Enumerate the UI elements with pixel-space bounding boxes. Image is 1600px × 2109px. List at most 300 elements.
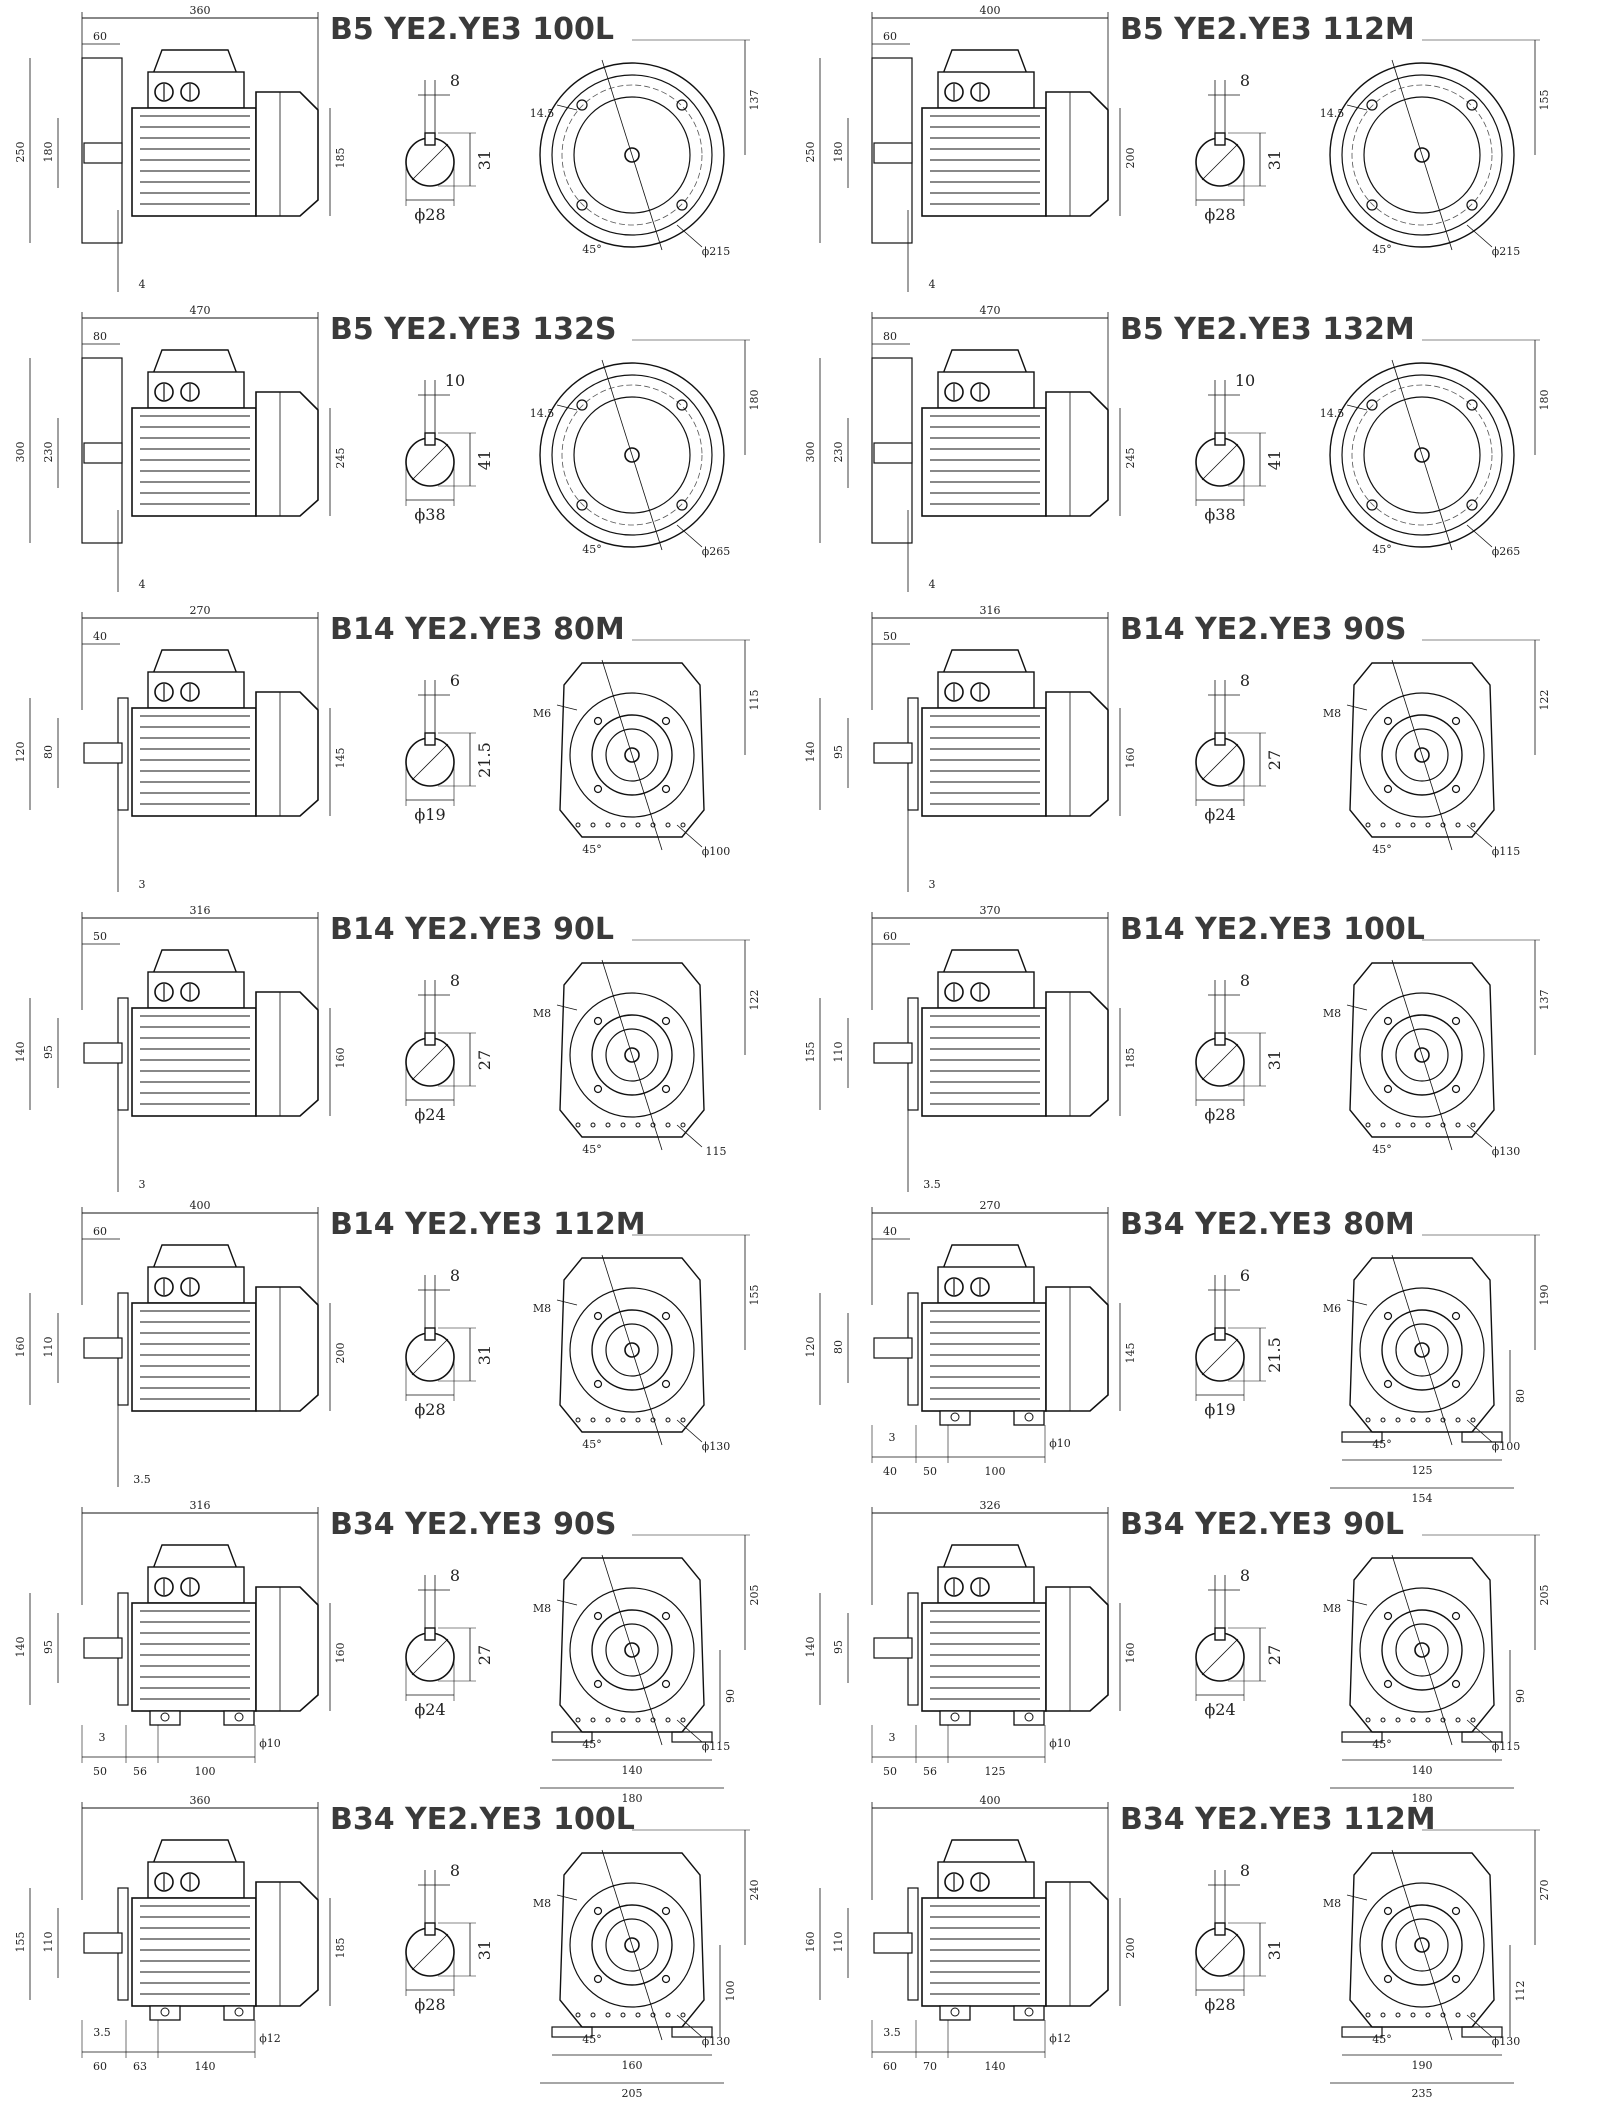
motor-body — [132, 708, 256, 816]
dimension-label: 180 — [748, 389, 761, 411]
bolt-hole-icon — [677, 200, 687, 210]
dimension-label: ϕ38 — [414, 505, 446, 524]
dimension-label: 122 — [1538, 689, 1551, 711]
dimension-label: 31 — [475, 1344, 494, 1366]
motor-body — [132, 1303, 256, 1411]
dimension-label: M8 — [1322, 1897, 1342, 1910]
shaft — [84, 1933, 122, 1953]
bolt-hole-icon — [1385, 1313, 1392, 1320]
dimension-label: 137 — [748, 89, 761, 111]
leader-line — [557, 1895, 577, 1900]
shaft — [874, 443, 912, 463]
motor-drawing — [790, 900, 1580, 1200]
side-view — [14, 1499, 347, 1778]
dimension-label: 14.5 — [1319, 107, 1345, 120]
dimension-label: ϕ28 — [414, 205, 446, 224]
shaft — [874, 143, 912, 163]
dimension-label: 180 — [1538, 389, 1551, 411]
motor-drawing-panel — [0, 1790, 800, 2100]
side-view — [14, 4, 347, 292]
model-title: B34 YE2.YE3 100L — [330, 1802, 635, 1837]
bolt-hole-icon — [595, 1908, 602, 1915]
fin-end-icon — [1366, 1718, 1370, 1722]
motor-body — [922, 1008, 1046, 1116]
motor-drawing-panel — [790, 1790, 1590, 2100]
dimension-label: M8 — [1322, 1007, 1342, 1020]
terminal-box — [938, 672, 1034, 708]
dimension-label: 45° — [582, 243, 602, 256]
dimension-label: 40 — [883, 1465, 897, 1478]
keyway — [425, 1328, 435, 1340]
keyway — [425, 133, 435, 145]
dimension-label: ϕ265 — [1491, 545, 1521, 558]
dimension-label: 115 — [705, 1145, 727, 1158]
fin-end-icon — [636, 823, 640, 827]
leader-line — [1347, 1600, 1367, 1605]
dimension-label: 45° — [1372, 1738, 1392, 1751]
bolt-hole-icon — [595, 786, 602, 793]
dimension-label: 140 — [621, 1764, 643, 1777]
dimension-label: 300 — [804, 441, 817, 463]
bolt-hole-icon — [1385, 1681, 1392, 1688]
bolt-hole-icon — [1453, 1381, 1460, 1388]
side-view — [804, 604, 1137, 892]
dimension-label: 205 — [748, 1584, 761, 1606]
fin-end-icon — [636, 1418, 640, 1422]
dimension-label: 230 — [42, 441, 55, 463]
dimension-label: 3 — [138, 1178, 146, 1191]
dimension-label: ϕ115 — [701, 1740, 731, 1753]
keyway — [1215, 1033, 1225, 1045]
dimension-label: 3 — [888, 1731, 896, 1744]
dimension-label: ϕ130 — [701, 2035, 731, 2048]
dimension-label: 160 — [1124, 747, 1137, 769]
fin-end-icon — [576, 1418, 580, 1422]
fin-end-icon — [1426, 1123, 1430, 1127]
dimension-label: M8 — [1322, 1602, 1342, 1615]
motor-drawing-panel — [0, 1195, 800, 1495]
frame-outline — [560, 1258, 704, 1432]
bolt-hole-icon — [1385, 718, 1392, 725]
leader-line — [1467, 525, 1492, 547]
dimension-label: 3.5 — [923, 1178, 941, 1191]
dimension-label: 95 — [832, 745, 845, 759]
shaft-section — [406, 971, 494, 1124]
dimension-label: 370 — [979, 904, 1001, 917]
dimension-label: 160 — [14, 1336, 27, 1358]
dimension-label: M8 — [532, 1007, 552, 1020]
shaft-section — [406, 1861, 494, 2014]
bolt-hole-icon — [1367, 200, 1377, 210]
dimension-label: 10 — [1234, 371, 1256, 390]
frame-outline — [1350, 1558, 1494, 1732]
shaft-section — [1196, 1861, 1284, 2014]
bolt-hole-icon — [577, 400, 587, 410]
dimension-label: 154 — [1411, 1492, 1433, 1505]
side-view — [804, 1794, 1137, 2073]
bolt-hole-icon — [595, 718, 602, 725]
fin-end-icon — [1471, 823, 1475, 827]
dimension-label: 245 — [1124, 447, 1137, 469]
fin-end-icon — [621, 1123, 625, 1127]
dimension-label: 360 — [189, 4, 211, 17]
dimension-label: 90 — [724, 1689, 737, 1703]
dimension-label: ϕ115 — [1491, 1740, 1521, 1753]
fin-end-icon — [1426, 1718, 1430, 1722]
fin-end-icon — [606, 2013, 610, 2017]
dimension-label: 100 — [984, 1465, 1006, 1478]
terminal-box — [148, 1267, 244, 1303]
dimension-label: M8 — [532, 1302, 552, 1315]
bolt-hole-icon — [1453, 1086, 1460, 1093]
bolt-hole-icon — [1385, 1018, 1392, 1025]
dimension-label: ϕ24 — [414, 1700, 446, 1719]
bolt-hole-icon — [1385, 1381, 1392, 1388]
leader-line — [1347, 705, 1367, 710]
dimension-label: 45° — [582, 543, 602, 556]
bolt-hole-icon — [663, 1381, 670, 1388]
fin-end-icon — [606, 823, 610, 827]
dimension-label: 14.5 — [1319, 407, 1345, 420]
end-view — [530, 40, 761, 258]
dimension-label: ϕ10 — [1049, 1737, 1071, 1750]
leader-line — [557, 1005, 577, 1010]
model-title: B34 YE2.YE3 80M — [1120, 1207, 1415, 1242]
fin-end-icon — [606, 1418, 610, 1422]
model-title: B14 YE2.YE3 100L — [1120, 912, 1425, 947]
model-title: B34 YE2.YE3 90S — [330, 1507, 617, 1542]
dimension-label: 10 — [444, 371, 466, 390]
shaft — [84, 743, 122, 763]
keyway — [425, 1923, 435, 1935]
bolt-hole-icon — [677, 500, 687, 510]
shaft — [84, 443, 122, 463]
dimension-label: 8 — [449, 971, 461, 990]
dimension-label: 270 — [1538, 1879, 1551, 1901]
shaft-section — [406, 671, 494, 824]
fan-cover — [256, 992, 318, 1116]
shaft — [84, 143, 122, 163]
terminal-box — [938, 372, 1034, 408]
terminal-box — [938, 1267, 1034, 1303]
dimension-label: 31 — [1265, 149, 1284, 171]
dimension-label: M6 — [1322, 1302, 1342, 1315]
dimension-label: 27 — [1265, 749, 1284, 771]
fin-end-icon — [1426, 1418, 1430, 1422]
motor-body — [132, 1603, 256, 1711]
dimension-label: 41 — [475, 449, 494, 471]
keyway — [1215, 1328, 1225, 1340]
dimension-label: 140 — [804, 1636, 817, 1658]
fan-cover — [1046, 992, 1108, 1116]
bolt-hole-icon — [663, 786, 670, 793]
dimension-label: 14.5 — [529, 107, 555, 120]
dimension-label: 360 — [189, 1794, 211, 1807]
dimension-label: 185 — [1124, 1047, 1137, 1069]
fin-end-icon — [621, 1418, 625, 1422]
dimension-label: 250 — [14, 141, 27, 163]
bolt-hole-icon — [595, 1086, 602, 1093]
dimension-label: 400 — [189, 1199, 211, 1212]
fin-end-icon — [591, 1418, 595, 1422]
dimension-label: 180 — [42, 141, 55, 163]
bolt-hole-icon — [595, 1313, 602, 1320]
fin-end-icon — [1381, 1123, 1385, 1127]
dimension-label: 100 — [724, 1980, 737, 2002]
dimension-label: 160 — [334, 1642, 347, 1664]
fan-cover — [1046, 392, 1108, 516]
shaft-section — [1196, 71, 1284, 224]
shaft-section — [406, 1566, 494, 1719]
terminal-box — [938, 1862, 1034, 1898]
bolt-hole-icon — [1385, 1976, 1392, 1983]
dimension-label: 185 — [334, 1937, 347, 1959]
model-title: B34 YE2.YE3 90L — [1120, 1507, 1404, 1542]
fin-end-icon — [666, 823, 670, 827]
motor-drawing — [790, 600, 1580, 900]
motor-drawing — [0, 1195, 790, 1495]
fin-end-icon — [621, 823, 625, 827]
end-view — [530, 340, 761, 558]
motor-drawing-panel — [790, 900, 1590, 1200]
fin-end-icon — [1426, 2013, 1430, 2017]
bolt-hole-icon — [677, 400, 687, 410]
side-view — [14, 304, 347, 592]
fin-end-icon — [1456, 1123, 1460, 1127]
dimension-label: 3 — [138, 878, 146, 891]
terminal-box — [148, 1862, 244, 1898]
terminal-box — [148, 72, 244, 108]
dimension-label: 8 — [449, 1266, 461, 1285]
frame-outline — [560, 1558, 704, 1732]
dimension-label: 45° — [582, 1143, 602, 1156]
dimension-label: ϕ19 — [1204, 1400, 1236, 1419]
end-view — [1323, 940, 1551, 1158]
dimension-label: M6 — [532, 707, 552, 720]
leader-line — [557, 705, 577, 710]
dimension-label: ϕ130 — [701, 1440, 731, 1453]
model-title: B34 YE2.YE3 112M — [1120, 1802, 1436, 1837]
dimension-label: ϕ10 — [1049, 1437, 1071, 1450]
motor-drawing — [790, 1195, 1580, 1505]
fan-cover — [256, 1287, 318, 1411]
bolt-hole-icon — [1453, 1908, 1460, 1915]
end-view — [1323, 1535, 1551, 1805]
dimension-label: 60 — [883, 2060, 897, 2073]
end-view — [533, 940, 761, 1158]
dimension-label: 80 — [832, 1340, 845, 1354]
dimension-label: 95 — [832, 1640, 845, 1654]
dimension-label: 250 — [804, 141, 817, 163]
dimension-label: 326 — [979, 1499, 1001, 1512]
dimension-label: 45° — [1372, 843, 1392, 856]
dimension-label: 27 — [475, 1049, 494, 1071]
leader-line — [1347, 1895, 1367, 1900]
dimension-label: 8 — [1239, 1861, 1251, 1880]
fin-end-icon — [1471, 1123, 1475, 1127]
dimension-label: 300 — [14, 441, 27, 463]
terminal-box — [938, 972, 1034, 1008]
fin-end-icon — [576, 1718, 580, 1722]
bolt-hole-icon — [595, 1613, 602, 1620]
dimension-label: 470 — [979, 304, 1001, 317]
dimension-label: 160 — [621, 2059, 643, 2072]
fin-end-icon — [576, 2013, 580, 2017]
dimension-label: 120 — [804, 1336, 817, 1358]
dimension-label: 205 — [621, 2087, 643, 2100]
dimension-label: 8 — [1239, 71, 1251, 90]
dimension-label: 14.5 — [529, 407, 555, 420]
motor-body — [132, 1898, 256, 2006]
keyway — [1215, 133, 1225, 145]
dimension-label: ϕ130 — [1491, 2035, 1521, 2048]
model-title: B5 YE2.YE3 132S — [330, 312, 617, 347]
bolt-hole-icon — [595, 1681, 602, 1688]
motor-drawing — [0, 0, 790, 300]
dimension-label: 155 — [804, 1041, 817, 1063]
end-view — [1323, 640, 1551, 858]
dimension-label: 41 — [1265, 449, 1284, 471]
model-title: B14 YE2.YE3 90L — [330, 912, 614, 947]
dimension-label: 95 — [42, 1045, 55, 1059]
shaft-section — [406, 371, 494, 524]
leader-line — [677, 525, 702, 547]
side-view — [14, 1794, 347, 2073]
motor-drawing-panel — [0, 900, 800, 1200]
end-view — [1323, 1235, 1551, 1505]
dimension-label: 60 — [93, 30, 107, 43]
dimension-label: 56 — [133, 1765, 147, 1778]
keyway — [425, 1628, 435, 1640]
dimension-label: 110 — [42, 1931, 55, 1953]
dimension-label: 40 — [883, 1225, 897, 1238]
motor-body — [922, 1898, 1046, 2006]
dimension-label: 160 — [334, 1047, 347, 1069]
dimension-label: 95 — [42, 1640, 55, 1654]
side-view — [14, 904, 347, 1192]
dimension-label: 200 — [334, 1342, 347, 1364]
bolt-hole-icon — [1385, 1613, 1392, 1620]
dimension-label: 140 — [984, 2060, 1006, 2073]
dimension-label: 4 — [928, 278, 936, 291]
side-view — [804, 1199, 1137, 1478]
dimension-label: 40 — [93, 630, 107, 643]
bolt-hole-icon — [577, 500, 587, 510]
fin-end-icon — [591, 1123, 595, 1127]
bolt-hole-icon — [1367, 100, 1377, 110]
dimension-label: 60 — [883, 930, 897, 943]
motor-drawing-panel — [0, 0, 800, 300]
model-title: B5 YE2.YE3 100L — [330, 12, 614, 47]
dimension-label: 140 — [804, 741, 817, 763]
fin-end-icon — [621, 2013, 625, 2017]
dimension-label: ϕ24 — [1204, 805, 1236, 824]
dimension-label: 270 — [979, 1199, 1001, 1212]
dimension-label: 3.5 — [883, 2026, 901, 2039]
dimension-label: 235 — [1411, 2087, 1433, 2100]
bolt-hole-icon — [1467, 500, 1477, 510]
dimension-label: ϕ215 — [1491, 245, 1521, 258]
motor-body — [132, 408, 256, 516]
dimension-label: 140 — [14, 1636, 27, 1658]
fin-end-icon — [576, 1123, 580, 1127]
fin-end-icon — [1396, 1123, 1400, 1127]
fin-end-icon — [1411, 1123, 1415, 1127]
shaft — [874, 1933, 912, 1953]
fin-end-icon — [1456, 1718, 1460, 1722]
bolt-hole-icon — [663, 1018, 670, 1025]
frame-outline — [560, 663, 704, 837]
bolt-hole-icon — [1453, 1018, 1460, 1025]
fin-end-icon — [1411, 1718, 1415, 1722]
dimension-label: 316 — [189, 1499, 211, 1512]
dimension-label: 50 — [923, 1465, 937, 1478]
dimension-label: 200 — [1124, 1937, 1137, 1959]
motor-drawing-panel — [790, 600, 1590, 900]
side-view — [14, 604, 347, 892]
end-view — [533, 1830, 761, 2100]
bolt-hole-icon — [1367, 500, 1377, 510]
dimension-label: 100 — [194, 1765, 216, 1778]
dimension-label: 8 — [1239, 971, 1251, 990]
fin-end-icon — [1381, 1718, 1385, 1722]
keyway — [425, 1033, 435, 1045]
motor-drawing-panel — [790, 0, 1590, 300]
fin-end-icon — [1396, 1418, 1400, 1422]
fin-end-icon — [1366, 2013, 1370, 2017]
dimension-label: 205 — [1538, 1584, 1551, 1606]
dimension-label: 3 — [888, 1431, 896, 1444]
dimension-label: 185 — [334, 147, 347, 169]
dimension-label: 27 — [1265, 1644, 1284, 1666]
dimension-label: ϕ28 — [414, 1995, 446, 2014]
dimension-label: 45° — [1372, 543, 1392, 556]
motor-body — [132, 108, 256, 216]
dimension-label: 470 — [189, 304, 211, 317]
terminal-box — [148, 1567, 244, 1603]
fin-end-icon — [681, 1718, 685, 1722]
fan-cover — [256, 392, 318, 516]
dimension-label: 400 — [979, 1794, 1001, 1807]
fin-end-icon — [1411, 2013, 1415, 2017]
dimension-label: 50 — [883, 1765, 897, 1778]
end-view — [1323, 1830, 1551, 2100]
fan-cover — [256, 92, 318, 216]
bolt-hole-icon — [595, 1381, 602, 1388]
fin-end-icon — [1366, 1418, 1370, 1422]
dimension-label: 3 — [928, 878, 936, 891]
bolt-hole-icon — [663, 1976, 670, 1983]
dimension-label: 31 — [1265, 1939, 1284, 1961]
fin-end-icon — [591, 2013, 595, 2017]
leader-line — [1347, 1300, 1367, 1305]
dimension-label: ϕ10 — [259, 1737, 281, 1750]
side-view — [804, 304, 1137, 592]
bolt-hole-icon — [663, 1086, 670, 1093]
bolt-hole-icon — [1385, 1908, 1392, 1915]
dimension-label: 45° — [582, 1738, 602, 1751]
terminal-box — [938, 1567, 1034, 1603]
terminal-box — [938, 72, 1034, 108]
dimension-label: ϕ100 — [701, 845, 731, 858]
leader-line — [557, 1300, 577, 1305]
fin-end-icon — [1456, 1418, 1460, 1422]
dimension-label: 45° — [582, 843, 602, 856]
dimension-label: 125 — [1411, 1464, 1433, 1477]
end-view — [533, 1535, 761, 1805]
shaft — [874, 1638, 912, 1658]
model-title: B5 YE2.YE3 112M — [1120, 12, 1415, 47]
